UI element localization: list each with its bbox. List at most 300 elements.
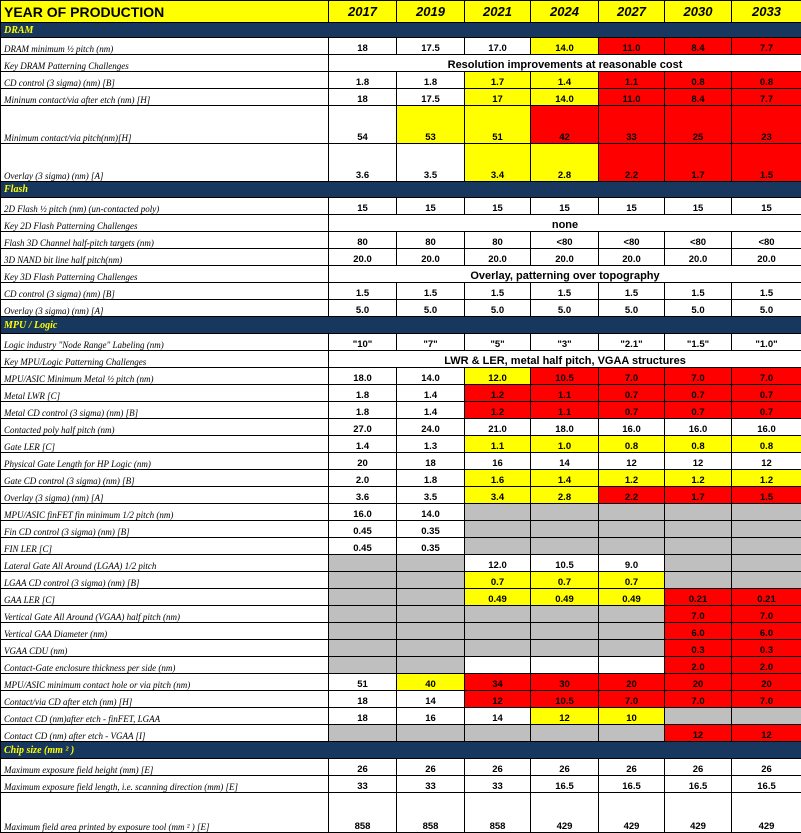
row-label: Gate LER [C] xyxy=(1,436,329,453)
value-cell xyxy=(531,640,599,657)
table-row xyxy=(1,793,801,833)
value-cell xyxy=(397,572,465,589)
value-cell: 1.1 xyxy=(531,402,599,419)
value-cell: 3.5 xyxy=(397,487,465,504)
table-row xyxy=(1,691,801,708)
value-cell xyxy=(397,555,465,572)
value-cell: 12 xyxy=(732,453,801,470)
value-cell: 10.5 xyxy=(531,368,599,385)
value-cell: 7.0 xyxy=(665,368,732,385)
value-cell: "2.1" xyxy=(599,334,665,351)
value-cell: 7.0 xyxy=(599,691,665,708)
value-cell xyxy=(732,555,801,572)
table-row xyxy=(1,470,801,487)
value-cell: 20 xyxy=(732,674,801,691)
value-cell: 858 xyxy=(465,793,531,833)
value-cell xyxy=(329,555,397,572)
value-cell: 5.0 xyxy=(531,300,599,317)
value-cell: 24.0 xyxy=(397,419,465,436)
value-cell: 2.2 xyxy=(599,487,665,504)
value-cell xyxy=(599,504,665,521)
value-cell: 0.7 xyxy=(531,572,599,589)
value-cell: 6.0 xyxy=(732,623,801,640)
value-cell: 3.5 xyxy=(397,144,465,182)
table-row xyxy=(1,419,801,436)
value-cell: 20 xyxy=(329,453,397,470)
value-cell xyxy=(732,708,801,725)
table-row xyxy=(1,623,801,640)
section-title: Chip size (mm ² ) xyxy=(1,742,801,759)
value-cell: 7.7 xyxy=(732,38,801,55)
table-row xyxy=(1,504,801,521)
value-cell: 1.6 xyxy=(465,470,531,487)
section-header-row xyxy=(1,317,801,334)
value-cell: 14 xyxy=(531,453,599,470)
value-cell: 15 xyxy=(329,198,397,215)
value-cell: 26 xyxy=(599,759,665,776)
value-cell: 14 xyxy=(397,691,465,708)
value-cell: 1.2 xyxy=(465,385,531,402)
value-cell xyxy=(465,725,531,742)
year-header: 2027 xyxy=(599,1,665,23)
value-cell: 10 xyxy=(599,708,665,725)
value-cell: 1.1 xyxy=(531,385,599,402)
year-header: 2030 xyxy=(665,1,732,23)
value-cell xyxy=(665,521,732,538)
value-cell: 1.8 xyxy=(397,470,465,487)
value-cell: 858 xyxy=(329,793,397,833)
value-cell: 53 xyxy=(397,106,465,144)
value-cell: 1.5 xyxy=(329,283,397,300)
value-cell: 15 xyxy=(465,198,531,215)
row-label: Contact CD (nm) after etch - VGAA [I] xyxy=(1,725,329,742)
table-row xyxy=(1,453,801,470)
value-cell xyxy=(465,640,531,657)
value-cell: <80 xyxy=(665,232,732,249)
value-cell: 2.8 xyxy=(531,487,599,504)
value-cell: 0.7 xyxy=(665,385,732,402)
value-cell: 0.49 xyxy=(599,589,665,606)
row-label: FIN LER [C] xyxy=(1,538,329,555)
value-cell: 26 xyxy=(732,759,801,776)
value-cell: "3" xyxy=(531,334,599,351)
value-cell: "7" xyxy=(397,334,465,351)
value-cell: 5.0 xyxy=(329,300,397,317)
value-cell: <80 xyxy=(599,232,665,249)
value-cell: 7.0 xyxy=(732,368,801,385)
value-cell xyxy=(465,538,531,555)
row-label: Key 2D Flash Patterning Challenges xyxy=(1,215,329,232)
table-row xyxy=(1,266,801,283)
value-cell: 7.0 xyxy=(732,606,801,623)
value-cell: 16.5 xyxy=(732,776,801,793)
value-cell: 80 xyxy=(329,232,397,249)
row-label: Contact CD (nm)after etch - finFET, LGAA xyxy=(1,708,329,725)
value-cell: 1.4 xyxy=(397,402,465,419)
value-cell: 0.49 xyxy=(465,589,531,606)
value-cell: 1.5 xyxy=(397,283,465,300)
table-row xyxy=(1,521,801,538)
value-cell: 1.2 xyxy=(665,470,732,487)
value-cell: 20.0 xyxy=(665,249,732,266)
value-cell xyxy=(397,623,465,640)
value-cell: 26 xyxy=(531,759,599,776)
value-cell: 14.0 xyxy=(397,368,465,385)
value-cell: 7.0 xyxy=(665,606,732,623)
value-cell: 14 xyxy=(465,708,531,725)
row-label: 2D Flash ½ pitch (nm) (un-contacted poly) xyxy=(1,198,329,215)
value-cell: 0.21 xyxy=(732,589,801,606)
value-cell: 18 xyxy=(329,89,397,106)
table-row xyxy=(1,72,801,89)
value-cell: 0.7 xyxy=(599,402,665,419)
value-cell: 12 xyxy=(732,725,801,742)
value-cell: 20 xyxy=(599,674,665,691)
year-header: 2019 xyxy=(397,1,465,23)
value-cell: 1.7 xyxy=(665,487,732,504)
value-cell: 17.5 xyxy=(397,89,465,106)
value-cell: 40 xyxy=(397,674,465,691)
value-cell: 12.0 xyxy=(465,368,531,385)
value-cell xyxy=(665,708,732,725)
value-cell: 18 xyxy=(329,708,397,725)
table-row xyxy=(1,657,801,674)
value-cell: 0.8 xyxy=(665,72,732,89)
value-cell: 0.7 xyxy=(599,385,665,402)
row-label: MPU/ASIC Minimum Metal ½ pitch (nm) xyxy=(1,368,329,385)
value-cell: 15 xyxy=(531,198,599,215)
value-cell xyxy=(465,504,531,521)
row-label: Metal CD control (3 sigma) (nm) [B] xyxy=(1,402,329,419)
value-cell: 3.6 xyxy=(329,487,397,504)
value-cell: 1.4 xyxy=(531,470,599,487)
value-cell: 25 xyxy=(665,106,732,144)
value-cell: 33 xyxy=(599,106,665,144)
row-label: Mininum contact/via after etch (nm) [H] xyxy=(1,89,329,106)
table-row xyxy=(1,385,801,402)
row-label: VGAA CDU (nm) xyxy=(1,640,329,657)
value-cell: 1.8 xyxy=(329,385,397,402)
value-cell xyxy=(732,504,801,521)
value-cell: 0.35 xyxy=(397,538,465,555)
value-cell: 7.0 xyxy=(599,368,665,385)
table-row xyxy=(1,300,801,317)
value-cell: 26 xyxy=(329,759,397,776)
value-cell xyxy=(599,606,665,623)
row-label: Gate CD control (3 sigma) (nm) [B] xyxy=(1,470,329,487)
table-row xyxy=(1,38,801,55)
value-cell xyxy=(531,521,599,538)
value-cell: 20.0 xyxy=(531,249,599,266)
value-cell: 16.5 xyxy=(531,776,599,793)
value-cell: 3.4 xyxy=(465,487,531,504)
value-cell: 0.8 xyxy=(732,436,801,453)
table-row xyxy=(1,283,801,300)
row-label: Contacted poly half pitch (nm) xyxy=(1,419,329,436)
value-cell: 80 xyxy=(397,232,465,249)
value-cell: 0.8 xyxy=(599,436,665,453)
year-header: 2021 xyxy=(465,1,531,23)
value-cell: 1.7 xyxy=(665,144,732,182)
table-row xyxy=(1,215,801,232)
header-row xyxy=(1,1,801,23)
value-cell: 0.49 xyxy=(531,589,599,606)
row-label: Contact/via CD after etch (nm) [H] xyxy=(1,691,329,708)
table-row xyxy=(1,334,801,351)
value-cell: 6.0 xyxy=(665,623,732,640)
value-cell: 7.0 xyxy=(732,691,801,708)
row-label: LGAA CD control (3 sigma) (nm) [B] xyxy=(1,572,329,589)
table-row xyxy=(1,89,801,106)
value-cell: 2.8 xyxy=(531,144,599,182)
table-row xyxy=(1,106,801,144)
value-cell xyxy=(397,657,465,674)
challenge-note: LWR & LER, metal half pitch, VGAA structures xyxy=(329,351,801,368)
value-cell xyxy=(531,623,599,640)
value-cell: "10" xyxy=(329,334,397,351)
value-cell xyxy=(531,657,599,674)
value-cell: 12 xyxy=(665,725,732,742)
value-cell xyxy=(465,606,531,623)
value-cell: 1.5 xyxy=(665,283,732,300)
row-label: Lateral Gate All Around (LGAA) 1/2 pitch xyxy=(1,555,329,572)
value-cell: 12 xyxy=(465,691,531,708)
table-row xyxy=(1,55,801,72)
value-cell: 5.0 xyxy=(665,300,732,317)
row-label: Logic industry "Node Range" Labeling (nm) xyxy=(1,334,329,351)
value-cell: 17 xyxy=(465,89,531,106)
value-cell: 429 xyxy=(732,793,801,833)
value-cell xyxy=(531,725,599,742)
value-cell xyxy=(665,572,732,589)
value-cell xyxy=(329,640,397,657)
value-cell xyxy=(531,504,599,521)
table-row xyxy=(1,589,801,606)
section-header-row xyxy=(1,742,801,759)
value-cell: 1.3 xyxy=(397,436,465,453)
year-header: 2017 xyxy=(329,1,397,23)
row-label: Vertical Gate All Around (VGAA) half pitch (nm) xyxy=(1,606,329,623)
value-cell: 1.4 xyxy=(329,436,397,453)
value-cell: 34 xyxy=(465,674,531,691)
value-cell: <80 xyxy=(732,232,801,249)
value-cell: 20.0 xyxy=(397,249,465,266)
section-title: Flash xyxy=(1,182,801,198)
value-cell: 1.4 xyxy=(531,72,599,89)
table-row xyxy=(1,232,801,249)
table-row xyxy=(1,368,801,385)
value-cell xyxy=(329,572,397,589)
value-cell: 2.0 xyxy=(665,657,732,674)
row-label: Maximum field area printed by exposure tool (mm ² ) [E] xyxy=(1,793,329,833)
value-cell: 51 xyxy=(465,106,531,144)
value-cell: 1.2 xyxy=(599,470,665,487)
table-row xyxy=(1,555,801,572)
value-cell xyxy=(531,606,599,623)
value-cell xyxy=(531,538,599,555)
value-cell: 429 xyxy=(665,793,732,833)
value-cell: 2.0 xyxy=(329,470,397,487)
value-cell: 1.4 xyxy=(397,385,465,402)
row-label: Maximum exposure field height (mm) [E] xyxy=(1,759,329,776)
table-row xyxy=(1,640,801,657)
value-cell: 3.4 xyxy=(465,144,531,182)
row-label: 3D NAND bit line half pitch(nm) xyxy=(1,249,329,266)
value-cell: 5.0 xyxy=(599,300,665,317)
value-cell: 0.7 xyxy=(599,572,665,589)
value-cell xyxy=(465,623,531,640)
value-cell: 26 xyxy=(397,759,465,776)
value-cell: 858 xyxy=(397,793,465,833)
table-row xyxy=(1,144,801,182)
value-cell: 15 xyxy=(732,198,801,215)
value-cell xyxy=(329,725,397,742)
value-cell: 51 xyxy=(329,674,397,691)
value-cell: 20.0 xyxy=(329,249,397,266)
value-cell: 16.5 xyxy=(665,776,732,793)
table-row xyxy=(1,487,801,504)
value-cell xyxy=(665,538,732,555)
value-cell: 16.5 xyxy=(599,776,665,793)
row-label: MPU/ASIC finFET fin minimum 1/2 pitch (nm) xyxy=(1,504,329,521)
value-cell: 2.2 xyxy=(599,144,665,182)
section-header-row xyxy=(1,23,801,38)
value-cell: 1.2 xyxy=(732,470,801,487)
value-cell: 14.0 xyxy=(397,504,465,521)
table-row xyxy=(1,572,801,589)
value-cell: 14.0 xyxy=(531,89,599,106)
value-cell: 0.7 xyxy=(465,572,531,589)
value-cell xyxy=(599,640,665,657)
value-cell: 11.0 xyxy=(599,89,665,106)
value-cell: 20 xyxy=(665,674,732,691)
value-cell: 16.0 xyxy=(329,504,397,521)
value-cell: 15 xyxy=(665,198,732,215)
value-cell: 0.35 xyxy=(397,521,465,538)
row-label: Key MPU/Logic Patterning Challenges xyxy=(1,351,329,368)
value-cell: 16.0 xyxy=(732,419,801,436)
value-cell: "5" xyxy=(465,334,531,351)
value-cell xyxy=(599,521,665,538)
value-cell: 12 xyxy=(531,708,599,725)
value-cell xyxy=(329,606,397,623)
challenge-note: Resolution improvements at reasonable cost xyxy=(329,55,801,72)
row-label: GAA LER [C] xyxy=(1,589,329,606)
value-cell xyxy=(732,572,801,589)
value-cell xyxy=(329,589,397,606)
value-cell: 3.6 xyxy=(329,144,397,182)
value-cell: 33 xyxy=(397,776,465,793)
row-label: Minimum contact/via pitch(nm)[H] xyxy=(1,106,329,144)
value-cell: 5.0 xyxy=(397,300,465,317)
value-cell: 7.7 xyxy=(732,89,801,106)
table-row xyxy=(1,674,801,691)
value-cell xyxy=(397,640,465,657)
value-cell: 15 xyxy=(599,198,665,215)
value-cell xyxy=(465,521,531,538)
value-cell: 11.0 xyxy=(599,38,665,55)
value-cell: 1.8 xyxy=(329,402,397,419)
value-cell: <80 xyxy=(531,232,599,249)
value-cell: 17.5 xyxy=(397,38,465,55)
value-cell: 7.0 xyxy=(665,691,732,708)
row-label: DRAM minimum ½ pitch (nm) xyxy=(1,38,329,55)
value-cell: 8.4 xyxy=(665,89,732,106)
table-row xyxy=(1,538,801,555)
value-cell: 30 xyxy=(531,674,599,691)
value-cell: 33 xyxy=(329,776,397,793)
row-label: Overlay (3 sigma) (nm) [A] xyxy=(1,487,329,504)
row-label: Key DRAM Patterning Challenges xyxy=(1,55,329,72)
value-cell: 23 xyxy=(732,106,801,144)
value-cell: 18 xyxy=(329,691,397,708)
value-cell: 1.5 xyxy=(599,283,665,300)
value-cell: 16 xyxy=(397,708,465,725)
row-label: Metal LWR [C] xyxy=(1,385,329,402)
value-cell: 12 xyxy=(665,453,732,470)
value-cell: 5.0 xyxy=(465,300,531,317)
value-cell xyxy=(732,538,801,555)
value-cell: 20.0 xyxy=(599,249,665,266)
table-row xyxy=(1,708,801,725)
value-cell: 1.5 xyxy=(732,144,801,182)
row-label: Physical Gate Length for HP Logic (nm) xyxy=(1,453,329,470)
table-row xyxy=(1,606,801,623)
row-label: Flash 3D Channel half-pitch targets (nm) xyxy=(1,232,329,249)
row-label: Overlay (3 sigma) (nm) [A] xyxy=(1,144,329,182)
value-cell xyxy=(465,657,531,674)
value-cell: 5.0 xyxy=(732,300,801,317)
value-cell: 0.8 xyxy=(732,72,801,89)
table-row xyxy=(1,776,801,793)
table-title: YEAR OF PRODUCTION xyxy=(1,1,329,23)
value-cell: 1.1 xyxy=(465,436,531,453)
row-label: Fin CD control (3 sigma) (nm) [B] xyxy=(1,521,329,538)
value-cell: 0.7 xyxy=(732,385,801,402)
section-title: MPU / Logic xyxy=(1,317,801,334)
table-row xyxy=(1,402,801,419)
value-cell: 16.0 xyxy=(665,419,732,436)
year-header: 2024 xyxy=(531,1,599,23)
value-cell: 1.2 xyxy=(465,402,531,419)
table-row xyxy=(1,725,801,742)
value-cell xyxy=(397,606,465,623)
value-cell: 42 xyxy=(531,106,599,144)
value-cell xyxy=(329,657,397,674)
value-cell: 2.0 xyxy=(732,657,801,674)
value-cell: 8.4 xyxy=(665,38,732,55)
value-cell: 26 xyxy=(465,759,531,776)
value-cell: 1.7 xyxy=(465,72,531,89)
value-cell: 1.5 xyxy=(531,283,599,300)
table-row xyxy=(1,351,801,368)
value-cell: 27.0 xyxy=(329,419,397,436)
value-cell: 18 xyxy=(329,38,397,55)
value-cell: "1.0" xyxy=(732,334,801,351)
value-cell: 1.1 xyxy=(599,72,665,89)
value-cell: 0.45 xyxy=(329,521,397,538)
value-cell: 10.5 xyxy=(531,691,599,708)
value-cell xyxy=(397,725,465,742)
value-cell: 18.0 xyxy=(329,368,397,385)
row-label: Maximum exposure field length, i.e. scanning direction (mm) [E] xyxy=(1,776,329,793)
table-row xyxy=(1,198,801,215)
value-cell: 0.8 xyxy=(665,436,732,453)
value-cell xyxy=(599,538,665,555)
value-cell: 1.8 xyxy=(397,72,465,89)
table-row xyxy=(1,759,801,776)
value-cell xyxy=(665,555,732,572)
